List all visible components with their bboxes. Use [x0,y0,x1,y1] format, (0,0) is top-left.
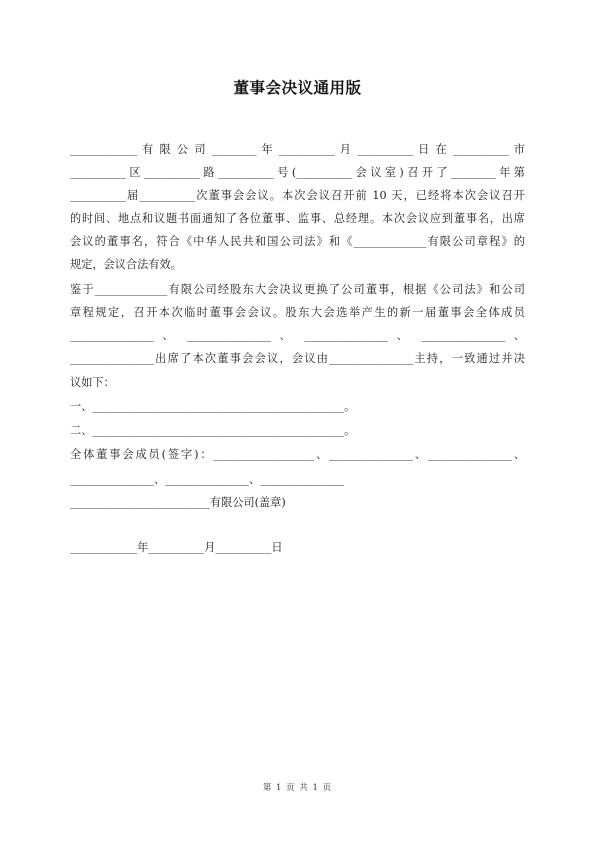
body-line-7: 鉴于_____________有限公司经股东大会决议更换了公司董事，根据《公司法》和公司 [70,283,525,296]
body-line-6: 规定，会议合法有效。 [70,258,182,271]
company-seal-line: _________________________有限公司(盖章) [70,496,286,509]
date-line: ____________年__________月__________日 [70,541,283,554]
resolution-item-2: 二、_____________________________________________。 [70,424,356,437]
body-line-10: _______________出席了本次董事会会议，会议由_______________主持，一致通过并决 [70,352,525,365]
body-line-3: __________届__________次董事会会议。本次会议召开前 10 天，已经将本次会议召开 [70,189,525,202]
body-line-1: ____________ 有 限 公 司 ________ 年 __________ 月 __________ 日 在 __________ 市 [70,143,525,156]
body-line-2: __________区__________路__________号(__________会议室)召开了________年第 [70,166,525,179]
body-line-5: 会议的董事名，符合《中华人民共和国公司法》和《_____________有限公司章程》的 [70,235,525,248]
resolution-item-1: 一、_____________________________________________。 [70,400,356,413]
member-blanks-line: _______________ 、 _______________ 、 _______________ 、 _______________ 、 [70,329,525,342]
document-title: 董事会决议通用版 [233,79,362,97]
page-footer: 第 1 页 共 1 页 [262,783,333,793]
body-line-11: 议如下： [70,376,115,389]
body-line-8: 章程规定，召开本次临时董事会会议。股东大会选举产生的新一届董事会全体成员 [70,306,525,319]
signature-line-1: 全体董事会成员(签字)：__________________、_______________、_______________、 [70,448,525,461]
body-line-4: 的时间、地点和议题书面通知了各位董事、监事、总经理。本次会议应到董事名，出席 [70,212,525,225]
signature-line-2: _______________、_______________、_______________ [70,473,345,486]
